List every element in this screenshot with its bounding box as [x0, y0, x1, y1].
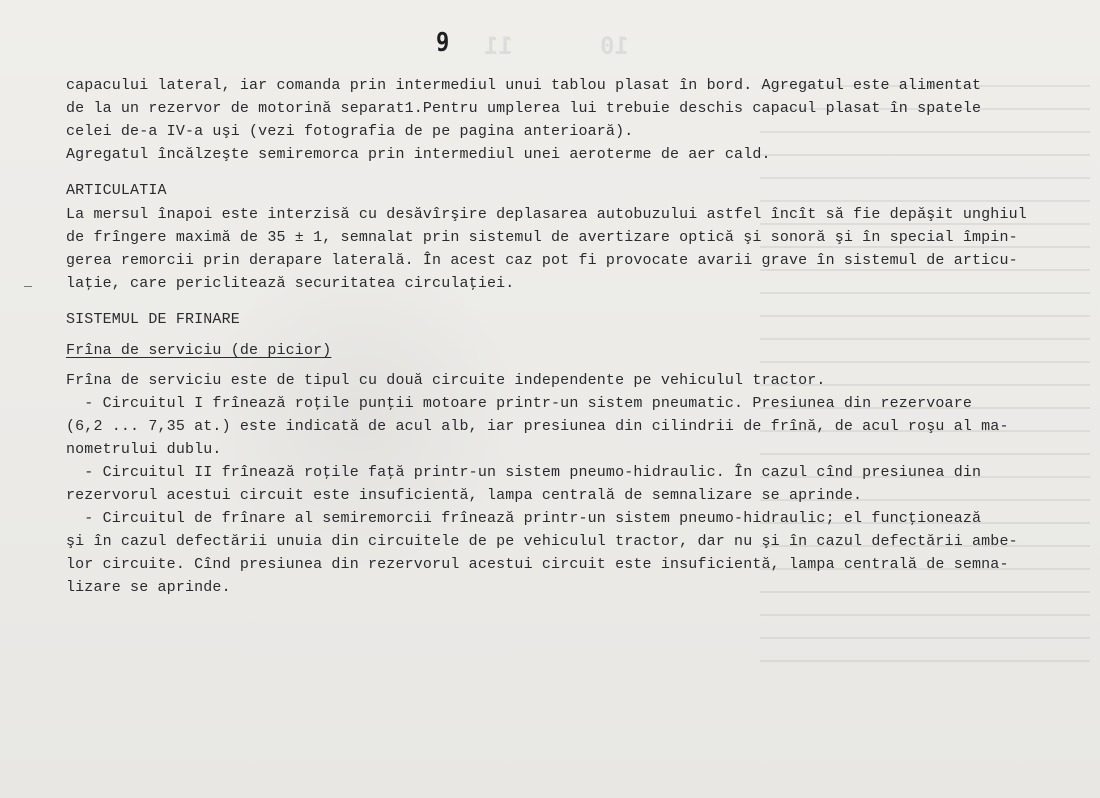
- section-heading-sistemul-de-frinare: SISTEMUL DE FRINARE: [66, 311, 240, 328]
- subsection-heading-frina-de-serviciu: Frîna de serviciu (de picior): [66, 342, 332, 359]
- text-line: Agregatul încălzeşte semiremorca prin intermediul unei aeroterme de aer cald.: [66, 146, 771, 163]
- text-line: - Circuitul II frînează roţile faţă printr-un sistem pneumo-hidraulic. În cazul cînd presiunea din: [66, 464, 982, 481]
- text-line: lizare se aprinde.: [66, 579, 231, 596]
- text-line: de frîngere maximă de 35 ± 1, semnalat prin sistemul de avertizare optică şi sonoră şi în special împin-: [66, 229, 1018, 246]
- text-line: celei de-a IV-a uşi (vezi fotografia de pe pagina anterioară).: [66, 123, 634, 140]
- text-line: de la un rezervor de motorină separat1.Pentru umplerea lui trebuie deschis capacul plasat în spatele: [66, 100, 982, 117]
- text-line: - Circuitul de frînare al semiremorcii frînează printr-un sistem pneumo-hidraulic; el funcţionează: [66, 510, 982, 527]
- text-line: rezervorul acestui circuit este insuficientă, lampa centrală de semnalizare se aprinde.: [66, 487, 863, 504]
- text-line: laţie, care periclitează securitatea circulaţiei.: [66, 275, 515, 292]
- text-line: capacului lateral, iar comanda prin intermediul unui tablou plasat în bord. Agregatul este alimentat: [66, 77, 982, 94]
- text-line: La mersul înapoi este interzisă cu desăvîrşire deplasarea autobuzului astfel încît să fie depăşit unghiul: [66, 206, 1027, 223]
- margin-mark: [24, 286, 32, 287]
- text-line: gerea remorcii prin derapare laterală. În acest caz pot fi provocate avarii grave în sistemul de articu-: [66, 252, 1018, 269]
- section-heading-articulatia: ARTICULATIA: [66, 182, 167, 199]
- text-line: nometrului dublu.: [66, 441, 222, 458]
- text-line: (6,2 ... 7,35 at.) este indicată de acul alb, iar presiunea din cilindrii de frînă, de acul roşu al ma-: [66, 418, 1009, 435]
- text-line: şi în cazul defectării unuia din circuitele de pe vehiculul tractor, dar nu şi în cazul defectării ambe-: [66, 533, 1018, 550]
- bleed-page-number-left: 11: [484, 32, 513, 60]
- text-line: - Circuitul I frînează roţile punţii motoare printr-un sistem pneumatic. Presiunea din rezervoare: [66, 395, 972, 412]
- text-line: lor circuite. Cînd presiunea din rezervorul acestui circuit este insuficientă, lampa centrală de semna-: [66, 556, 1009, 573]
- text-line: Frîna de serviciu este de tipul cu două circuite independente pe vehiculul tractor.: [66, 372, 826, 389]
- page-number: 9: [436, 28, 451, 58]
- bleed-page-number-right: 10: [600, 32, 629, 60]
